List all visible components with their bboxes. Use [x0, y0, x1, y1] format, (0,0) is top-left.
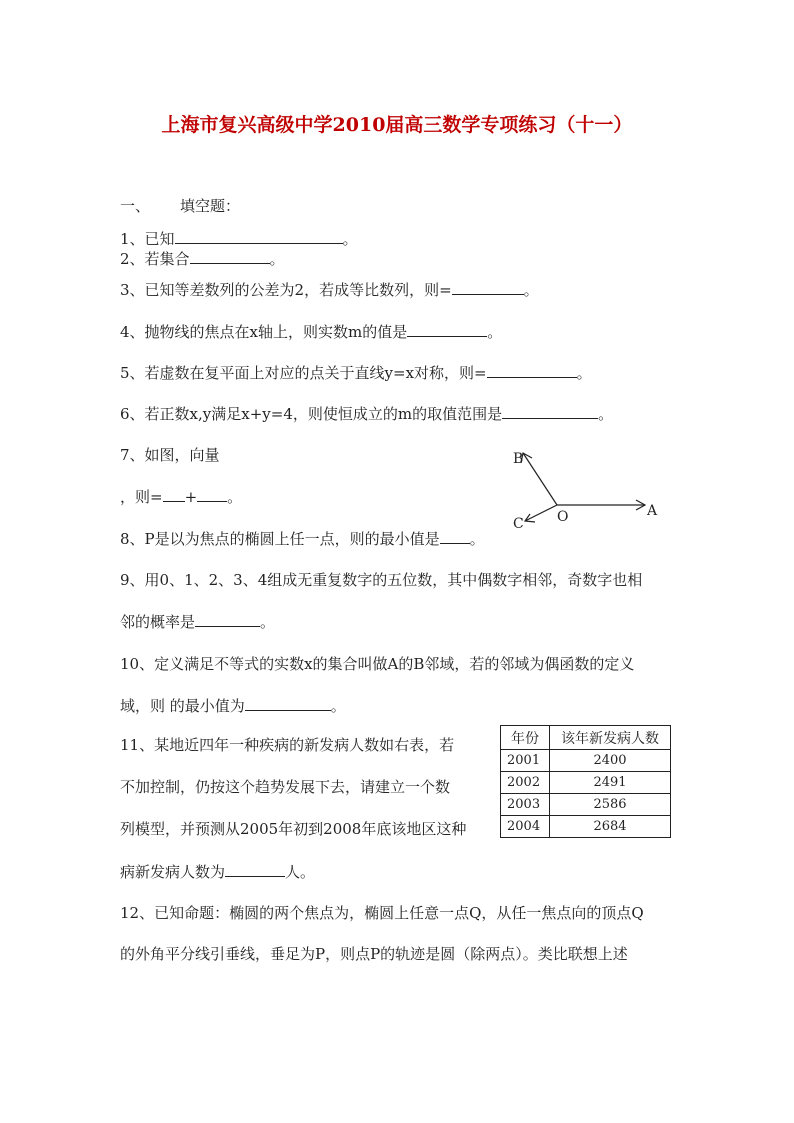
label-c: C: [513, 516, 524, 532]
answer-blank-8[interactable]: [440, 528, 470, 544]
question-2-end: 。: [269, 250, 285, 268]
answer-blank-4[interactable]: [407, 321, 487, 337]
answer-blank-3[interactable]: [452, 279, 524, 295]
question-2: [120, 248, 285, 269]
table-cell-count: 2491: [550, 772, 671, 794]
table-row: [501, 816, 671, 838]
question-9-line-1: 9、用0、1、2、3、4组成无重复数字的五位数，其中偶数字相邻，奇数字也相: [120, 571, 643, 589]
section-heading: [120, 196, 240, 216]
table-cell-count: 2586: [550, 794, 671, 816]
table-cell-count: 2400: [550, 750, 671, 772]
question-10-line-2: [120, 695, 346, 716]
plus-sign: +: [184, 488, 198, 506]
question-2-text: 2、若集合: [120, 250, 190, 268]
question-4: [120, 321, 502, 342]
question-11-line-2: 不加控制，仍按这个趋势发展下去，请建立一个数: [120, 778, 451, 796]
vector-oc-line: [525, 505, 557, 521]
answer-blank-1[interactable]: [175, 228, 343, 244]
question-5-text: 5、若虚数在复平面上对应的点关于直线y=x对称，则=: [120, 364, 487, 382]
question-7-line-2: [120, 486, 242, 507]
table-cell-count: 2684: [550, 816, 671, 838]
question-12-line-1: 12、已知命题：椭圆的两个焦点为，椭圆上任意一点Q，从任一焦点向的顶点Q: [120, 904, 644, 922]
question-3: [120, 279, 539, 300]
label-b: B: [513, 451, 524, 467]
question-10-end: 。: [330, 697, 346, 715]
table-header-count: 该年新发病人数: [550, 726, 671, 750]
vector-ob-line: [523, 453, 557, 505]
label-o: O: [557, 509, 569, 525]
answer-blank-2[interactable]: [190, 248, 270, 264]
answer-blank-6[interactable]: [502, 403, 598, 419]
question-7-text: ，则=: [120, 488, 163, 506]
answer-blank-5[interactable]: [487, 362, 577, 378]
answer-blank-7b[interactable]: [197, 486, 227, 502]
question-8-text: 8、P是以为焦点的椭圆上任一点，则的最小值是: [120, 530, 440, 548]
question-10-line-1: 10、定义满足不等式的实数x的集合叫做A的B邻域，若的邻域为偶函数的定义: [120, 655, 635, 673]
question-4-text: 4、抛物线的焦点在x轴上，则实数m的值是: [120, 323, 408, 341]
question-11-line-3: 列模型，并预测从2005年初到2008年底该地区这种: [120, 820, 467, 838]
question-11-end: 人。: [285, 863, 316, 881]
table-cell-year: 2002: [501, 772, 550, 794]
question-11-text: 病新发病人数为: [120, 863, 226, 881]
table-header-year: 年份: [501, 726, 550, 750]
section-number: 一、: [120, 197, 151, 215]
answer-blank-11[interactable]: [225, 861, 285, 877]
question-3-text: 3、已知等差数列的公差为2，若成等比数列，则=: [120, 281, 452, 299]
table-header-row: [501, 726, 671, 750]
vector-diagram-svg: [505, 443, 675, 533]
question-8: [120, 528, 485, 549]
question-10-text: 域，则 的最小值为: [120, 697, 245, 715]
answer-blank-7a[interactable]: [163, 486, 185, 502]
page-title: 上海市复兴高级中学2010届高三数学专项练习（十一）: [161, 114, 633, 136]
question-1: [120, 228, 358, 249]
vector-diagram: [505, 443, 675, 533]
question-7-end: 。: [227, 488, 243, 506]
question-9-line-2: [120, 611, 275, 632]
question-9-text: 邻的概率是: [120, 613, 196, 631]
table-row: [501, 794, 671, 816]
disease-data-table: [500, 725, 671, 838]
question-9-end: 。: [260, 613, 276, 631]
answer-blank-10[interactable]: [245, 695, 331, 711]
table-cell-year: 2004: [501, 816, 550, 838]
question-6-text: 6、若正数x,y满足x+y=4，则使恒成立的m的取值范围是: [120, 405, 503, 423]
table-row: [501, 750, 671, 772]
question-1-text: 1、已知: [120, 230, 175, 248]
question-1-end: 。: [342, 230, 358, 248]
question-4-end: 。: [487, 323, 503, 341]
question-6: [120, 403, 613, 424]
question-5-end: 。: [576, 364, 592, 382]
question-5: [120, 362, 592, 383]
question-6-end: 。: [598, 405, 614, 423]
question-11-line-4: [120, 861, 315, 882]
answer-blank-9[interactable]: [195, 611, 260, 627]
table-cell-year: 2003: [501, 794, 550, 816]
label-a: A: [647, 503, 658, 519]
table-cell-year: 2001: [501, 750, 550, 772]
question-8-end: 。: [469, 530, 485, 548]
question-7-line-1: 7、如图，向量: [120, 446, 220, 464]
section-label: 填空题：: [180, 197, 241, 215]
question-12-line-2: 的外角平分线引垂线，垂足为P，则点P的轨迹是圆（除两点）。类比联想上述: [120, 945, 628, 963]
table-row: [501, 772, 671, 794]
question-11-line-1: 11、某地近四年一种疾病的新发病人数如右表，若: [120, 736, 455, 754]
question-3-end: 。: [523, 281, 539, 299]
